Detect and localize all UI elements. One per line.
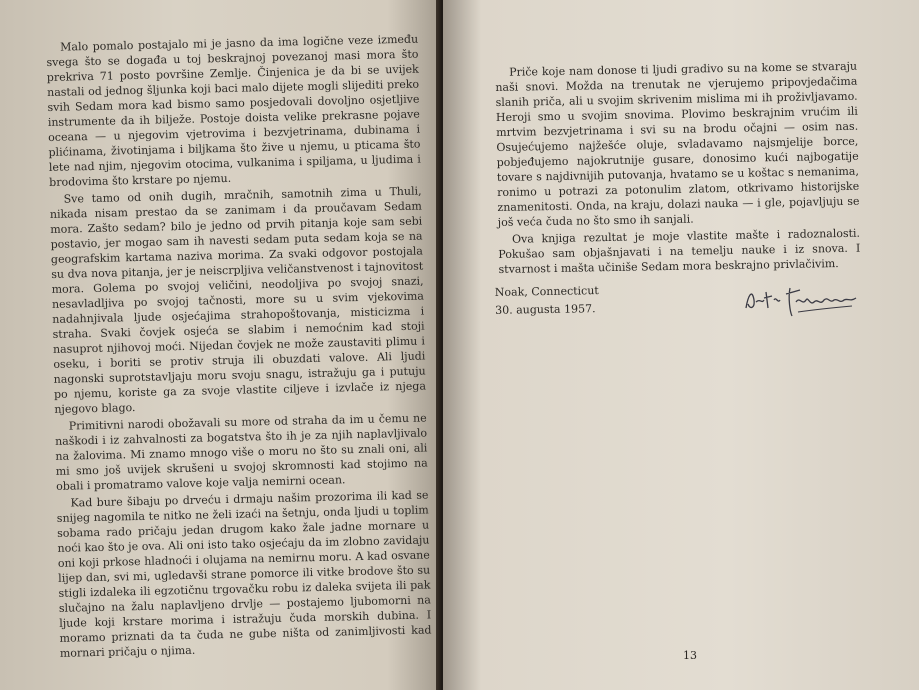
paragraph: Primitivni narodi obožavali su more od straha da im u čemu ne naškodi i iz zahvalnosti za bogatstva što ih je za njih naplavljivalo na žalovima. Mi znamo mnogo više o moru no što su znali oni, ali mi smo još uvijek skrušeni u svojoj skromnosti kad stojimo na obali i promatramo valove koje valja nemirni ocean.	[54, 411, 428, 493]
right-page	[443, 0, 919, 690]
paragraph: Ova knjiga rezultat je moje vlastite mašte i radoznalosti. Pokušao sam objašnjavati i na temelju nauke i iz snova. I stvarnost i mašta učiniše Sedam mora beskrajno privlačivim.	[498, 226, 861, 276]
place: Noak, Connecticut	[494, 284, 599, 299]
paragraph: Sve tamo od onih dugih, mračnih, samotnih zima u Thuli, nikada nisam prestao da se zanimam i da proučavam Sedam mora. Zašto sedam? bilo je jedno od prvih pitanja koje sam sebi postavio, jer mogao sam ih navesti sedam puta sedam koja se na geografskim kartama naziva morima. Za svaki odgovor postojala su dva nova pitanja, jer je neiscrpljiva veličanstvenost i tajnovitost mora. Golema po svojoj veličini, neodoljiva po svojoj snazi, nesavladljiva po svojoj tačnosti, more su u svim vjekovima nadahnjivala ljude osjećajima strahopoštovanja, misticizma i straha. Svaki čovjek osjeća se slabim i nemoćnim kad stoji nasuprot njihovoj moći. Nijedan čovjek ne može zaustaviti plimu i oseku, i boriti se protiv struja ili obuzdati valove. Ali ljudi nagonski suprotstavljaju moru svoju snagu, istražuju ga i putuju po njemu, koriste ga za svoje vlastite ciljeve i izvlače iz njega njegovo blago.	[49, 184, 427, 416]
place-date-block	[495, 282, 600, 320]
right-page-text	[495, 59, 861, 279]
date: 30. augusta 1957.	[495, 302, 596, 317]
paragraph: Priče koje nam donose ti ljudi gradivo su na kome se stvaraju naši snovi. Možda na trenutak ne vjerujemo pripovjedačima slanih priča, ali u svojim skrivenim mislima mi ih proživljavamo. Heroji smo u svojim snovima. Plovimo beskrajnim vrućim ili mrtvim bezvjetrinama i svi su na brodu očajni — osim nas. Osujećujemo najžešće oluje, svladavamo najsmjelije borce, pobjeđujemo najokrutnije gusare, donosimo kući najbogatije tovare s najdivnijih putovanja, hvatamo se u koštac s nemanima, ronimo u potrazi za potonulim zlatom, otkrivamo historijske znamenitosti. Onda, na kraju, dolazi nauka — i gle, pojavljuju se još veća čuda no što smo ih sanjali.	[495, 59, 860, 229]
page-number: 13	[683, 649, 697, 662]
left-page	[0, 0, 440, 690]
left-page-text	[46, 32, 432, 663]
handwritten-signature	[740, 278, 860, 322]
paragraph: Kad bure šibaju po drveću i drmaju našim prozorima ili kad se snijeg nagomila te nitko ne želi izaći na šetnju, onda ljudi u toplim sobama rado pričaju jedan drugom kako žale jadne mornare u noći kao što je ova. Ali oni isto tako osjećaju da im zlobno zavidaju oni koji prkose hladnoći i olujama na nemirnu moru. A kad osvane lijep dan, svi mi, ugledavši strane pomorce ili vitke brodove što su stigli izdaleka ili egzotičnu trgovačku robu iz daleka svijeta ili pak slučajno na žalu naplavljeno drvlje — postajemo ljubomorni na ljude koji krstare morima i istražuju čuda morskih dubina. I moramo priznati da ta čuda ne gube ništa od zanimljivosti kad mornari pričaju o njima.	[56, 488, 432, 660]
paragraph: Malo pomalo postajalo mi je jasno da ima logične veze između svega što se događa u toj beskrajnoj povezanoj masi mora što prekriva 71 posto površine Zemlje. Činjenica je da bi se uvijek nastali od jednog šljunka koji baci malo dijete mogli slijediti preko svih Sedam mora kad bismo samo posjedovali dovoljno osjetljive instrumente da ih bilježe. Postoje doista velike prekrasne pojave oceana — u njegovim vjetrovima i bezvjetrinama, dubinama i plićinama, životinjama i biljkama što žive u njemu, u pticama što lete nad njim, njegovim otocima, vulkanima i spiljama, u ljudima i brodovima što krstare po njemu.	[46, 32, 421, 189]
